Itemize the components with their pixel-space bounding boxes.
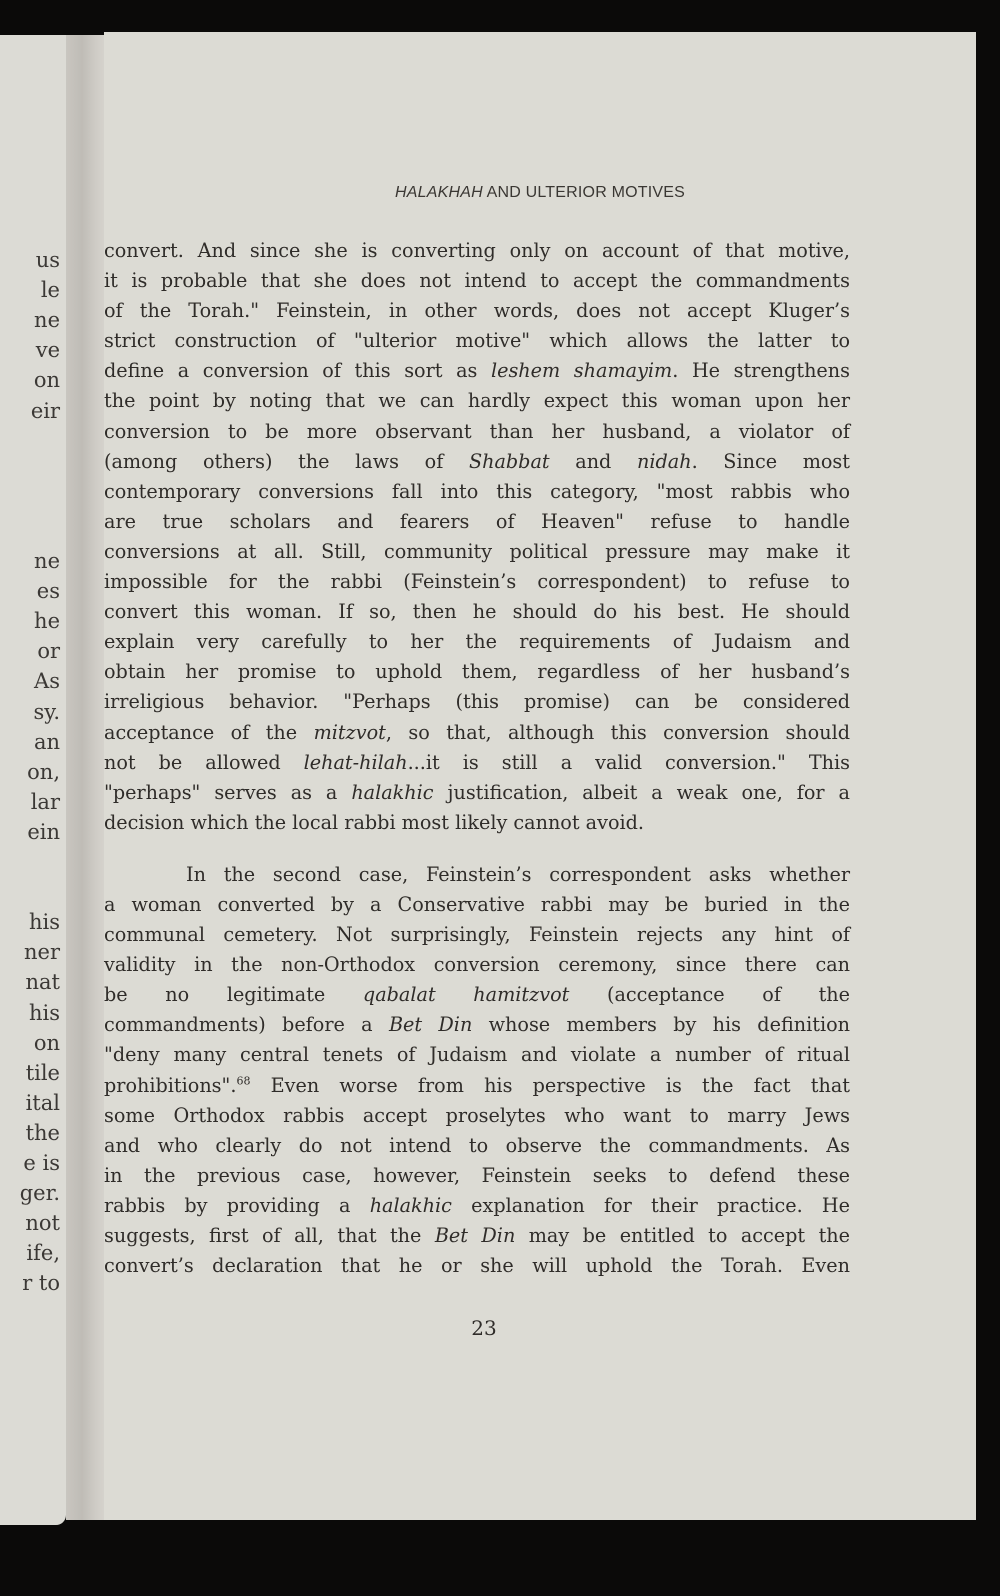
text-line [104,356,850,386]
italic-term: lehat-hilah [303,750,408,774]
text-run: define a conversion of this sort as [104,359,491,383]
text-run: may be entitled to accept the [515,1224,850,1247]
text-run: irreligious behavior. "Perhaps (this promise) can be considered [104,690,850,714]
previous-page-line-fragment: ner [24,940,60,965]
text-run: conversion to be more observant than her husband, a violator of [104,419,850,443]
previous-page-line-fragment: on [33,1030,60,1055]
previous-page-line-fragment: nat [25,970,60,995]
text-run: not be allowed [104,750,304,774]
text-line [104,860,850,890]
text-line [104,1221,850,1251]
italic-term: leshem shamayim [490,359,673,383]
italic-term: nidah [636,449,692,473]
italic-term: Bet Din [434,1224,516,1247]
italic-term: halakhic [369,1193,452,1217]
text-run: (among others) the laws of [104,449,469,473]
text-line [104,567,850,597]
text-line [104,627,850,657]
previous-page-line-fragment: eir [30,398,60,423]
previous-page-line-fragment: r to [22,1271,60,1296]
text-run: and [549,449,637,473]
page-number: 23 [471,1316,497,1340]
text-run: explanation for their practice. He [451,1193,850,1217]
text-line [104,718,850,748]
text-line [104,447,850,477]
book-gutter [66,35,106,1520]
text-run: "deny many central tenets of Judaism and violate a number of ritual [104,1043,850,1067]
text-run: prohibitions". [104,1073,237,1097]
previous-page-line-fragment: e is [23,1151,60,1175]
text-run: obtain her promise to uphold them, regardless of her husband’s [104,660,850,684]
text-line [104,778,850,808]
previous-page-line-fragment: an [33,729,60,754]
text-run: acceptance of the [104,720,314,744]
text-line [104,477,850,507]
text-line [104,266,850,296]
text-run: contemporary conversions fall into this category, "most rabbis who [104,479,850,503]
previous-page-line-fragment: ne [34,549,60,573]
text-run: . Since most [691,449,850,473]
previous-page-line-fragment: the [25,1120,60,1145]
text-run: it is probable that she does not intend to accept the commandments [104,269,850,293]
text-run: commandments) before a [104,1013,389,1037]
italic-term: halakhic [351,780,434,804]
text-line [104,980,850,1010]
paragraph [104,236,850,838]
previous-page-line-fragment: ne [34,308,60,333]
paragraph-gap [104,838,850,860]
text-line [104,1010,850,1040]
text-run: . He strengthens [672,359,850,383]
text-line [104,920,850,950]
text-run: rabbis by providing a [104,1193,370,1217]
previous-page-line-fragment: es [36,579,60,604]
text-line [104,1040,850,1070]
text-line [104,507,850,537]
body-text [104,236,850,1281]
italic-term: Bet Din [388,1013,473,1037]
text-run: "perhaps" serves as a [104,780,352,804]
previous-page-line-fragment: or [37,639,60,664]
text-line [104,296,850,326]
text-line [104,950,850,980]
previous-page-line-fragment: on [33,368,60,393]
previous-page-line-fragment: lar [30,789,60,814]
text-line [104,1191,850,1221]
text-line [104,1161,850,1191]
previous-page-line-fragment: his [28,910,60,935]
text-run: , so that, although this conversion should [385,720,850,744]
italic-term: mitzvot [313,720,386,744]
running-head [104,184,976,202]
text-run: convert this woman. If so, then he should do his best. He should [104,600,850,624]
previous-page-line-fragment: sy. [33,699,60,724]
text-line [104,236,850,266]
previous-page-edge [0,35,66,1525]
text-run: convert’s declaration that he or she will uphold the Torah. Even [104,1254,850,1278]
text-run: whose members by his definition [472,1013,850,1037]
text-run: suggests, first of all, that the [104,1224,435,1247]
paragraph [104,860,850,1281]
previous-page-line-fragment: on, [27,759,60,784]
previous-page-line-fragment: he [34,609,60,634]
italic-term: qabalat hamitzvot [362,983,570,1007]
text-line [104,1101,850,1131]
text-run: justification, albeit a weak one, for a [433,780,850,804]
text-run: are true scholars and fearers of Heaven" refuse to handle [104,509,850,533]
text-line [104,657,850,687]
text-line [104,687,850,717]
book-page [104,32,976,1520]
text-run: ...it is still a valid conversion." This [407,750,850,774]
previous-page-line-fragment: ein [27,819,60,844]
text-run: (acceptance of the [569,983,850,1007]
text-line [104,890,850,920]
text-line [104,386,850,416]
text-line [104,537,850,567]
text-run: convert. And since she is converting only on account of that motive, [104,239,850,262]
text-run: of the Torah." Feinstein, in other words, does not accept Kluger’s [104,299,850,323]
text-line [104,1071,850,1101]
text-run: the point by noting that we can hardly expect this woman upon her [104,389,850,413]
text-run: conversions at all. Still, community political pressure may make it [104,539,850,563]
previous-page-line-fragment: us [35,248,60,272]
previous-page-line-fragment: ve [35,338,60,363]
text-run: In the second case, Feinstein’s correspondent asks whether [186,862,850,886]
text-run: some Orthodox rabbis accept proselytes who want to marry Jews [104,1103,850,1127]
text-run: communal cemetery. Not surprisingly, Feinstein rejects any hint of [104,923,850,947]
previous-page-line-fragment: ife, [26,1241,60,1266]
text-line [104,326,850,356]
text-run: strict construction of "ulterior motive" which allows the latter to [104,329,850,353]
text-run: in the previous case, however, Feinstein seeks to defend these [104,1163,850,1187]
previous-page-line-fragment: ital [25,1090,60,1115]
text-line [104,597,850,627]
previous-page-line-fragment: tile [25,1060,60,1085]
previous-page-line-fragment: ger. [19,1181,60,1206]
text-run: and who clearly do not intend to observe the commandments. As [104,1133,850,1157]
text-run: validity in the non-Orthodox conversion ceremony, since there can [104,953,850,977]
text-line [104,417,850,447]
text-run: a woman converted by a Conservative rabbi may be buried in the [104,892,850,916]
italic-term: Shabbat [468,449,550,473]
text-line [104,1131,850,1161]
text-run: decision which the local rabbi most likely cannot avoid. [104,810,645,834]
text-line [104,1251,850,1281]
footnote-ref: 68 [236,1074,251,1088]
previous-page-line-fragment: not [25,1211,60,1236]
running-head-rest: AND ULTERIOR MOTIVES [482,184,685,201]
previous-page-line-fragment: As [34,669,60,694]
running-head-italic: HALAKHAH [394,184,483,201]
previous-page-line-fragment: his [28,1000,60,1025]
previous-page-line-fragment: le [40,278,60,303]
text-line [104,748,850,778]
text-run: Even worse from his perspective is the fact that [250,1073,850,1097]
text-run: impossible for the rabbi (Feinstein’s correspondent) to refuse to [104,570,850,594]
text-run: explain very carefully to her the requirements of Judaism and [104,630,850,654]
text-line [104,808,850,838]
text-run: be no legitimate [104,983,363,1007]
